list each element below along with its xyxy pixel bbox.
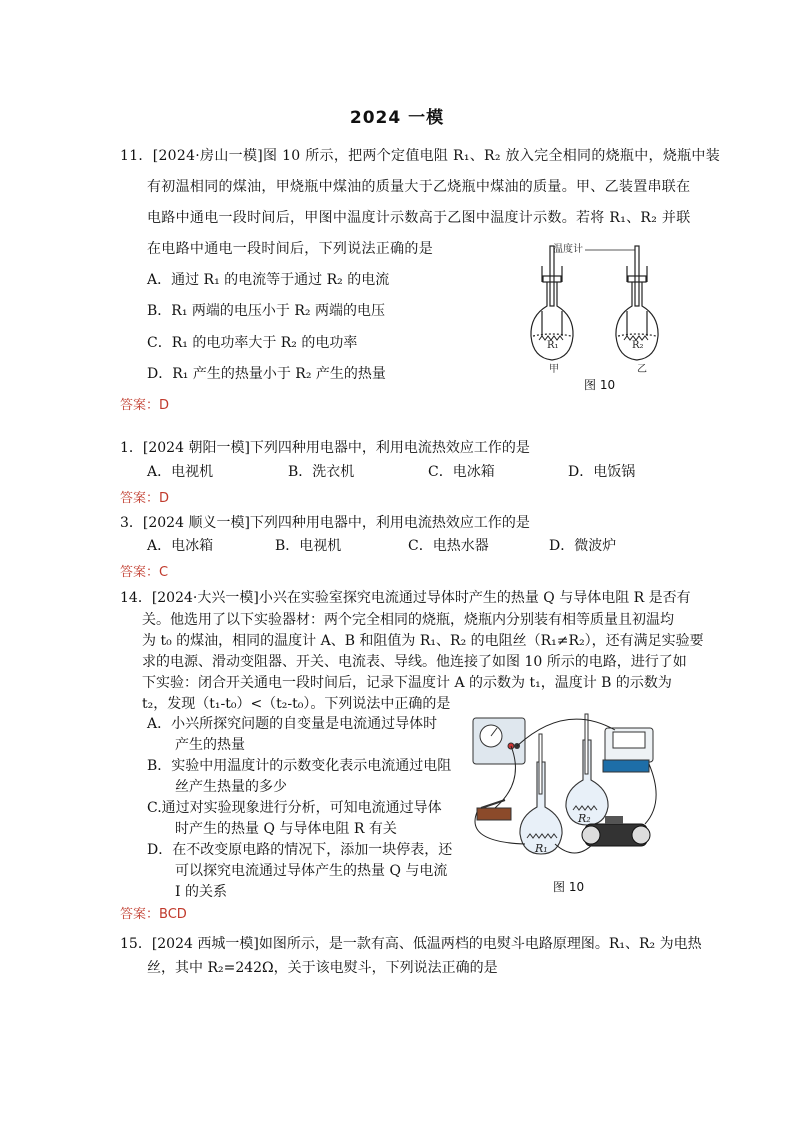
q11-option-c: C．R₁ 的电功率大于 R₂ 的电功率 [147, 335, 358, 351]
q14-r2-label: R₂ [578, 812, 591, 825]
q3-answer: 答案：C [120, 565, 169, 580]
q3-option-a: A．电冰箱 [147, 538, 214, 554]
q1-option-a: A．电视机 [147, 464, 214, 480]
page-title: 2024 一模 [349, 108, 445, 128]
q11-option-a: A．通过 R₁ 的电流等于通过 R₂ 的电流 [147, 272, 390, 288]
q14-option-d-line-1: D．在不改变原电路的情况下，添加一块停表，还 [147, 842, 453, 858]
q11-yi-label: 乙 [637, 364, 647, 375]
q11-answer: 答案：D [120, 398, 170, 413]
q11-stem-line-4: 在电路中通电一段时间后，下列说法正确的是 [147, 241, 433, 257]
q14-option-b-line-1: B．实验中用温度计的示数变化表示电流通过电阻 [147, 758, 452, 774]
q15-stem-line-2: 丝，其中 R₂=242Ω，关于该电熨斗，下列说法正确的是 [147, 960, 498, 976]
q14-stem-line-2: 关。他选用了以下实验器材：两个完全相同的烧瓶，烧瓶内分别装有相等质量且初温均 [142, 612, 674, 628]
q11-r1-label: R₁ [547, 340, 559, 351]
q14-r1-label: R₁ [535, 842, 548, 855]
q14-stem-line-6: t₂，发现（t₁-t₀）<（t₂-t₀）。下列说法中正确的是 [142, 696, 451, 712]
q1-answer: 答案：D [120, 491, 170, 506]
q14-circuit-figure [465, 712, 665, 872]
q11-flask-figure [525, 236, 675, 376]
q14-option-c-line-2: 时产生的热量 Q 与导体电阻 R 有关 [175, 821, 397, 837]
q1-option-d: D．电饭锅 [568, 464, 636, 480]
q3-option-b: B．电视机 [275, 538, 342, 554]
q3-option-c: C．电热水器 [408, 538, 489, 554]
q11-figure-caption: 图 10 [584, 378, 616, 392]
q11-stem-line-2: 有初温相同的煤油，甲烧瓶中煤油的质量大于乙烧瓶中煤油的质量。甲、乙装置串联在 [147, 179, 691, 195]
q14-stem-line-3: 为 t₀ 的煤油，相同的温度计 A、B 和阻值为 R₁、R₂ 的电阻丝（R₁≠R₂），还有满足实验要 [142, 633, 704, 649]
q11-option-b: B．R₁ 两端的电压小于 R₂ 两端的电压 [147, 303, 385, 319]
q14-option-d-line-2: 可以探究电流通过导体产生的热量 Q 与电流 [175, 863, 448, 879]
q1-stem: 1．[2024 朝阳一模]下列四种用电器中，利用电流热效应工作的是 [120, 440, 530, 456]
q11-thermometer-label: 温度计 [553, 244, 583, 255]
q14-option-b-line-2: 丝产生热量的多少 [175, 779, 287, 795]
q14-stem-line-5: 下实验：闭合开关通电一段时间后，记录下温度计 A 的示数为 t₁，温度计 B 的示数为 [142, 675, 672, 691]
q14-option-a-line-2: 产生的热量 [175, 737, 245, 753]
q14-option-d-line-3: I 的关系 [175, 884, 227, 900]
q1-option-b: B．洗衣机 [288, 464, 355, 480]
q14-stem-line-1: 14．[2024·大兴一模]小兴在实验室探究电流通过导体时产生的热量 Q 与导体电阻 R 是否有 [120, 590, 691, 606]
q14-answer: 答案：BCD [120, 907, 187, 922]
q11-option-d: D．R₁ 产生的热量小于 R₂ 产生的热量 [147, 366, 386, 382]
q14-option-a-line-1: A．小兴所探究问题的自变量是电流通过导体时 [147, 716, 438, 732]
q3-option-d: D．微波炉 [549, 538, 617, 554]
q3-stem: 3．[2024 顺义一模]下列四种用电器中，利用电流热效应工作的是 [120, 515, 530, 531]
q11-r2-label: R₂ [632, 340, 644, 351]
q14-option-c-line-1: C.通过对实验现象进行分析，可知电流通过导体 [147, 800, 442, 816]
q11-stem-line-1: 11．[2024·房山一模]图 10 所示，把两个定值电阻 R₁、R₂ 放入完全相同的烧瓶中，烧瓶中装 [120, 148, 721, 164]
q11-stem-line-3: 电路中通电一段时间后，甲图中温度计示数高于乙图中温度计示数。若将 R₁、R₂ 并联 [147, 210, 691, 226]
q15-stem-line-1: 15．[2024 西城一模]如图所示，是一款有高、低温两档的电熨斗电路原理图。R₁、R₂ 为电热 [120, 936, 702, 952]
q14-stem-line-4: 求的电源、滑动变阻器、开关、电流表、导线。他连接了如图 10 所示的电路，进行了如 [142, 654, 687, 670]
q1-option-c: C．电冰箱 [428, 464, 495, 480]
q11-jia-label: 甲 [549, 364, 559, 375]
q14-figure-caption: 图 10 [553, 880, 585, 894]
